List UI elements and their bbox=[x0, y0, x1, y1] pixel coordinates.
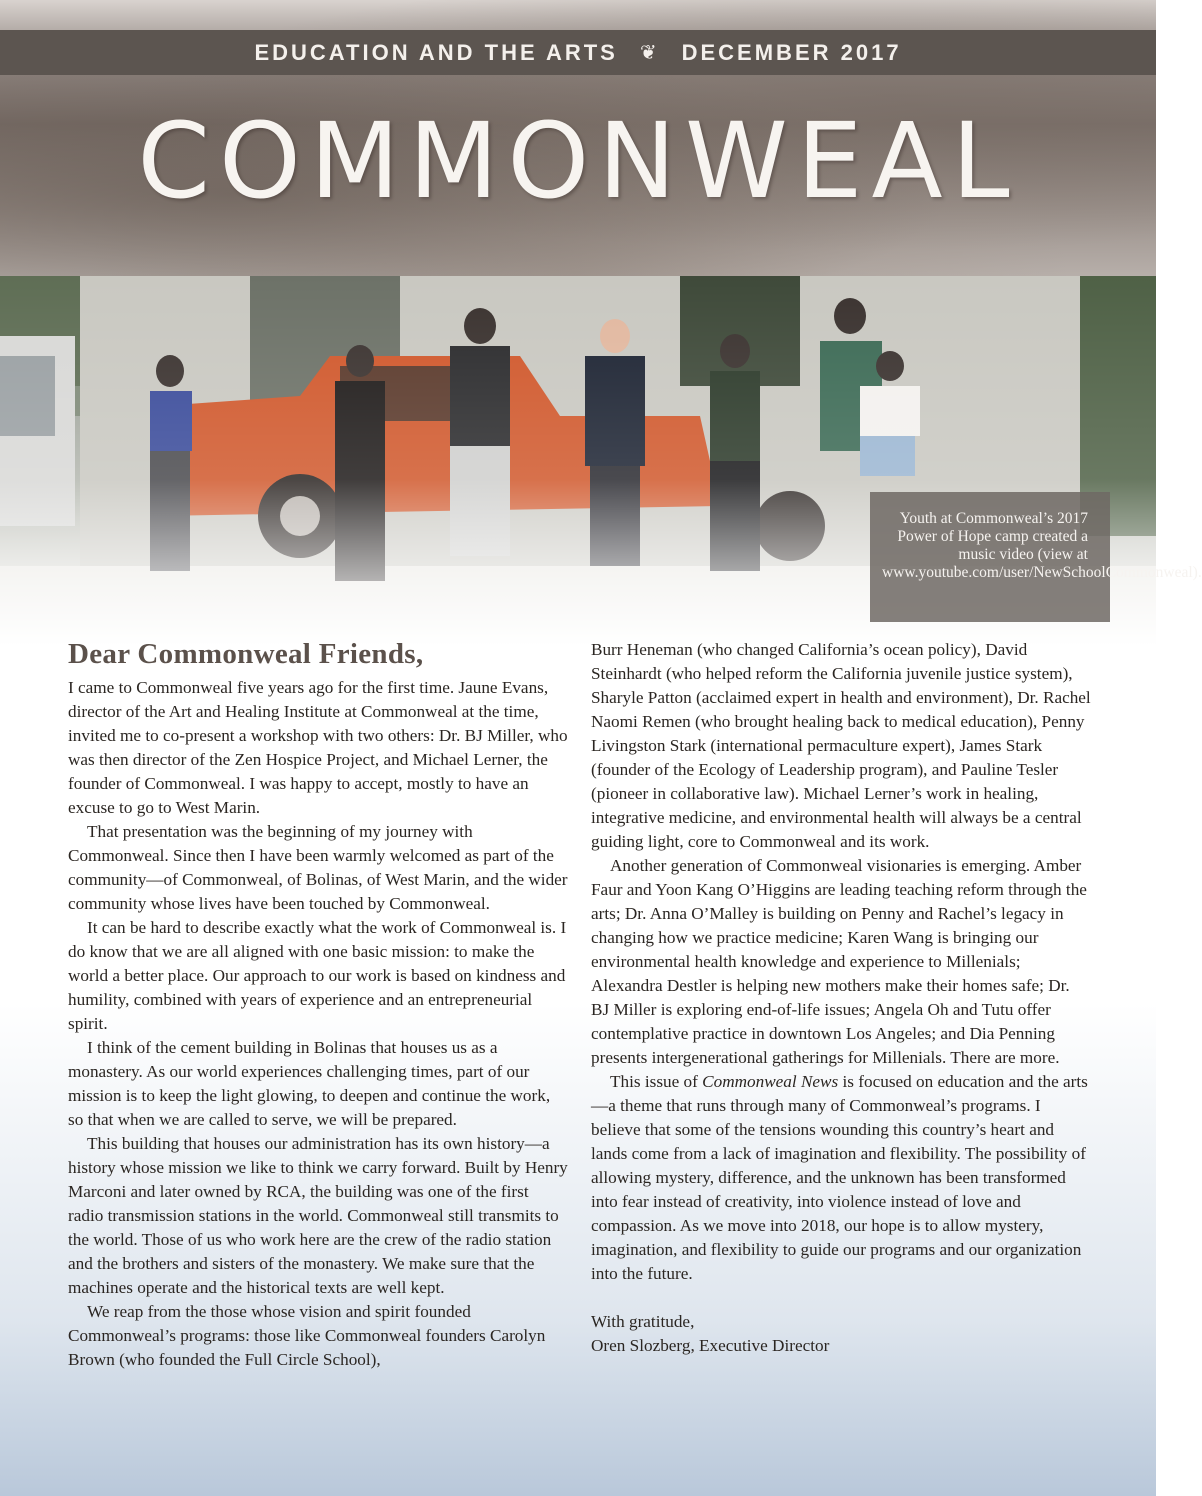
publication-name: Commonweal News bbox=[702, 1072, 839, 1091]
letter-right-column bbox=[591, 638, 1091, 1358]
paragraph: I came to Commonweal five years ago for the first time. Jaune Evans, director of the Art and Healing Institute at Commonweal at the time, invited me to co-present a workshop with two others: Dr. BJ Miller, who was then director of the Zen Hospice Project, and Michael Lerner, the founder of Commonweal. I was happy to accept, mostly to have an excuse to go to West Marin. bbox=[68, 678, 568, 817]
paragraph: This building that houses our administration has its own history—a history whose mission we like to think we carry forward. Built by Henry Marconi and later owned by RCA, the building was one of the first radio transmission stations in the world. Commonweal still transmits to the world. Those of us who work here are the crew of the radio station and the brothers and sisters of the monastery. We make sure that the machines operate and the historical texts are well kept. bbox=[68, 1134, 568, 1297]
letter-signoff bbox=[591, 1310, 1091, 1358]
paragraph: That presentation was the beginning of my journey with Commonweal. Since then I have been warmly welcomed as part of the community—of Commonweal, of Bolinas, of West Marin, and the wider community whose lives have been touched by Commonweal. bbox=[68, 822, 568, 913]
paragraph: Another generation of Commonweal visionaries is emerging. Amber Faur and Yoon Kang O’Higgins are leading teaching reform through the arts; Dr. Anna O’Malley is building on Penny and Rachel’s legacy in changing how we practice medicine; Karen Wang is bringing our environmental health knowledge and experience to Millenials; Alexandra Destler is helping new mothers make their homes safe; Dr. BJ Miller is exploring end-of-life issues; Angela Oh and Tutu offer contemplative practice in downtown Los Angeles; and Dia Penning presents intergenerational gatherings for Millenials. There are more. bbox=[591, 856, 1087, 1067]
paragraph: I think of the cement building in Bolinas that houses us as a monastery. As our world experiences challenging times, part of our mission is to keep the light glowing, to deepen and continue the work, so that when we are called to serve, we will be prepared. bbox=[68, 1038, 551, 1129]
masthead bbox=[0, 0, 1156, 276]
issue-paragraph bbox=[591, 1070, 1091, 1286]
paragraph: Burr Heneman (who changed California’s ocean policy), David Steinhardt (who helped reform the California juvenile justice system), Sharyle Patton (acclaimed expert in health and environment), Dr. Rachel Naomi Remen (who brought healing back to medical education), Penny Livingston Stark (international permaculture expert), James Stark (founder of the Ecology of Leadership program), and Pauline Tesler (pioneer in collaborative law). Michael Lerner’s work in healing, integrative medicine, and environmental health will always be a central guiding light, core to Commonweal and its work. bbox=[591, 640, 1091, 851]
letter-left-column bbox=[68, 676, 568, 1372]
closing: With gratitude, bbox=[591, 1312, 695, 1331]
issue-paragraph-prefix: This issue of bbox=[610, 1072, 703, 1091]
issue-date: DECEMBER 2017 bbox=[681, 39, 902, 65]
newsletter-title: COMMONWEAL bbox=[137, 100, 1019, 222]
issue-banner bbox=[0, 30, 1156, 75]
photo-caption: Youth at Commonweal’s 2017 Power of Hope camp created a music video (view at www.youtube.com/user/NewSchoolCommonweal). bbox=[870, 492, 1110, 622]
issue-paragraph-text: is focused on education and the arts—a theme that runs through many of Commonweal’s programs. I believe that some of the tensions wounding this country’s heart and lands come from a lack of imagination and flexibility. The possibility of allowing mystery, difference, and the unknown has been transformed into fear instead of creativity, into violence instead of love and compassion. As we move into 2018, our hope is to allow mystery, imagination, and flexibility to guide our programs and our organization into the future. bbox=[591, 1072, 1088, 1283]
section-title: EDUCATION AND THE ARTS bbox=[254, 39, 618, 65]
paragraph: It can be hard to describe exactly what the work of Commonweal is. I do know that we are all aligned with one basic mission: to make the world a better place. Our approach to our work is based on kindness and humility, combined with years of experience and an entrepreneurial spirit. bbox=[68, 918, 567, 1033]
leaf-ornament-icon: ❦ bbox=[639, 42, 660, 64]
letter-salutation: Dear Commonweal Friends, bbox=[68, 638, 424, 670]
paragraph: We reap from the those whose vision and spirit founded Commonweal’s programs: those like Commonweal founders Carolyn Brown (who founded the Full Circle School), bbox=[68, 1302, 546, 1369]
signature: Oren Slozberg, Executive Director bbox=[591, 1336, 830, 1355]
